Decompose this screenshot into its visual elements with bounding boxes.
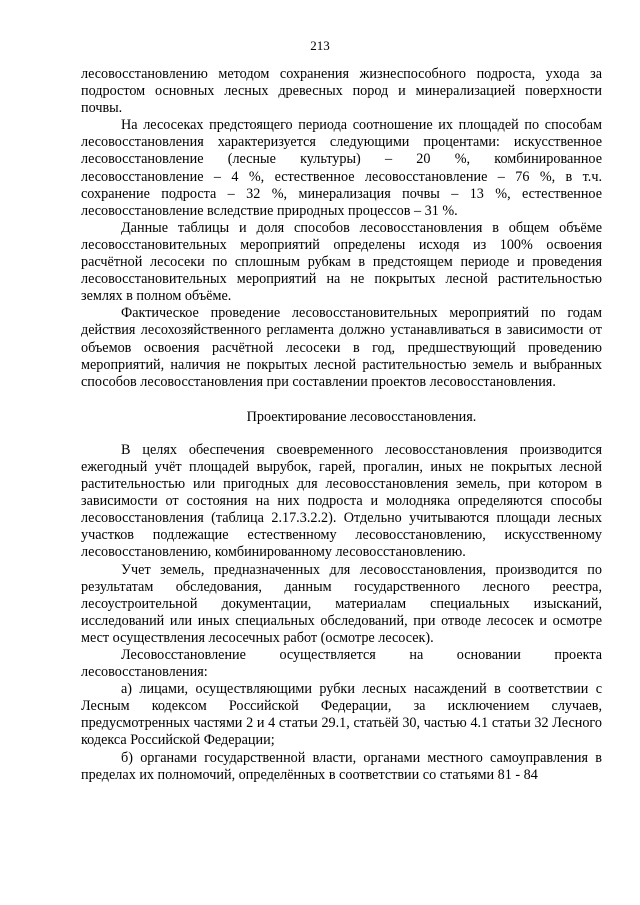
paragraph-continuation: лесовосстановлению методом сохранения жизнеспособного подроста, ухода за подростом основных лесных древесных пород и минерализацией поверхности почвы.	[81, 66, 602, 117]
list-item-a: а) лицами, осуществляющими рубки лесных насаждений в соответствии с Лесным кодексом Российской Федерации, за исключением случаев, предусмотренных частями 2 и 4 статьи 29.1, статьёй 30, частью 4.1 статьи 32 Лесного кодекса Российской Федерации;	[81, 681, 602, 749]
paragraph-land-accounting: Учет земель, предназначенных для лесовосстановления, производится по результатам обследования, данным государственного лесного реестра, лесоустроительной документации, материалам специальных изысканий, исследований или иных специальных обследований, при отводе лесосек и осмотре мест осуществления лесосечных работ (осмотре лесосек).	[81, 561, 602, 646]
paragraph-table-data: Данные таблицы и доля способов лесовосстановления в общем объёме лесовосстановительных мероприятий определены исходя из 100% освоения расчётной лесосеки по сплошным рубкам в предстоящем периоде и проведения лесовосстановительных мероприятий на не покрытых лесной растительностью землях в полном объёме.	[81, 219, 602, 305]
list-item-b: б) органами государственной власти, органами местного самоуправления в пределах их полномочий, определённых в соответствии со статьями 81 - 84	[81, 749, 602, 783]
section-heading: Проектирование лесовосстановления.	[246, 408, 477, 425]
page-number: 213	[310, 38, 330, 53]
paragraph-restoration-ratio: На лесосеках предстоящего периода соотношение их площадей по способам лесовосстановления характеризуется следующими процентами: искусственное лесовосстановление (лесные культуры) – 20 %, комбинированное лесовосстановление – 4 %, естественное лесовосстановление – 76 %, в т.ч. сохранение подроста – 32 %, минерализация почвы – 13 %, естественное лесовосстановление вследствие природных процессов – 31 %.	[81, 117, 602, 219]
paragraph-annual-accounting: В целях обеспечения своевременного лесовосстановления производится ежегодный учёт площадей вырубок, гарей, прогалин, иных не покрытых лесной растительностью или пригодных для лесовосстановления земель, при котором в зависимости от состояния на них подроста и молодняка определяются способы лесовосстановления (таблица 2.17.3.2.2). Отдельно учитываются площади лесных участков подлежащие естественному лесовосстановлению, искусственному лесовосстановлению, комбинированному лесовосстановлению.	[81, 441, 602, 561]
body-text	[81, 66, 602, 784]
paragraph-project-basis: Лесовосстановление осуществляется на основании проекта лесовосстановления:	[81, 647, 602, 681]
paragraph-actual-implementation: Фактическое проведение лесовосстановительных мероприятий по годам действия лесохозяйственного регламента должно устанавливаться в зависимости от объемов освоения расчётной лесосеки в год, предшествующий проведению мероприятий, наличия не покрытых лесной растительностью земель и выбранных способов лесовосстановления при составлении проектов лесовосстановления.	[81, 305, 602, 390]
